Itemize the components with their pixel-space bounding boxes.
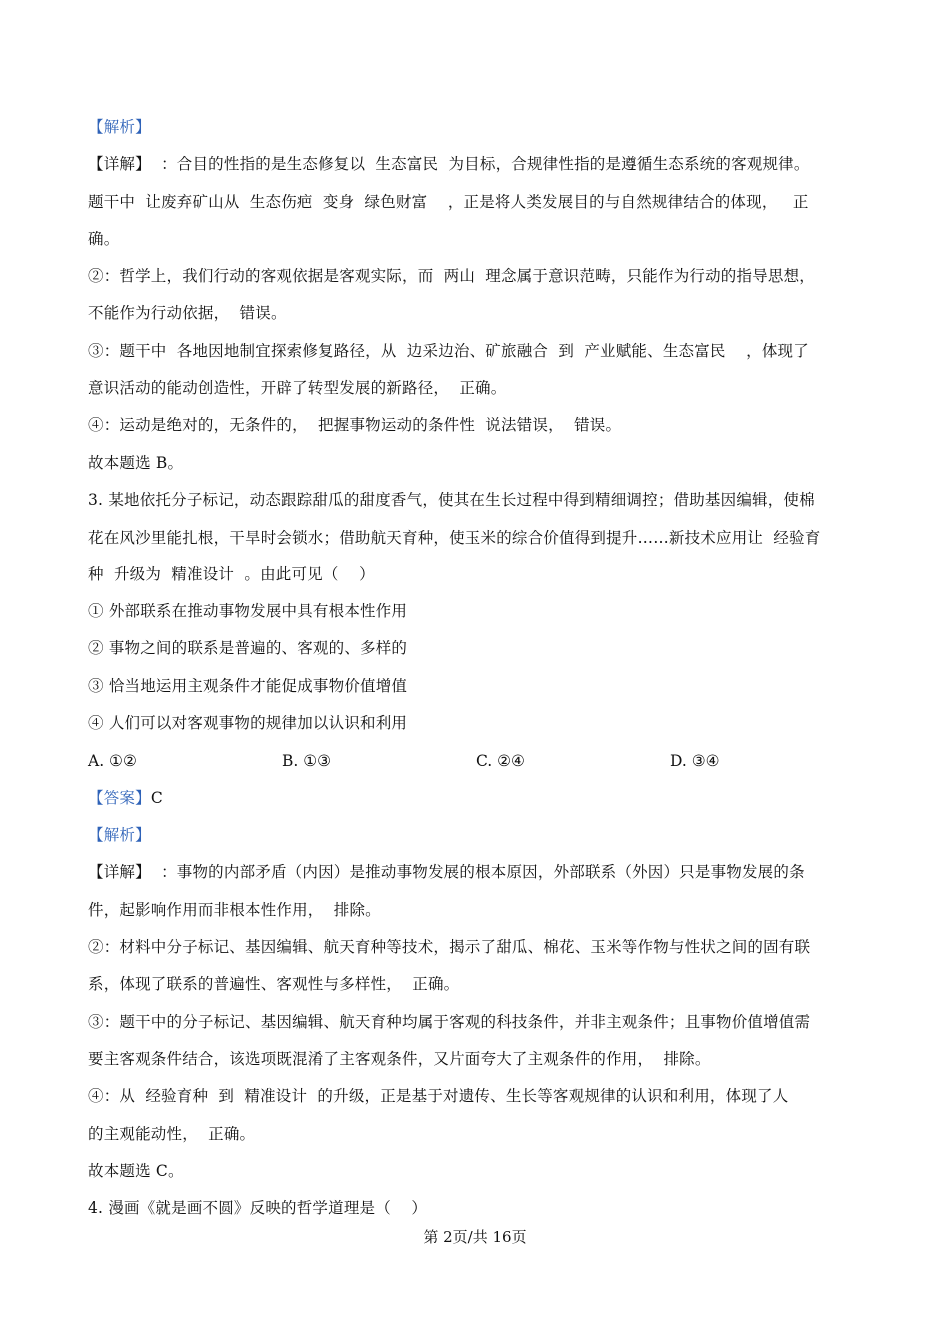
statement-item: ② 事物之间的联系是普遍的、客观的、多样的 [88,639,408,657]
answer-line [88,788,888,808]
detail-line: ③：题干中 各地因地制宜探索修复路径，从 边采边治、矿旅融合 到 产业赋能、生态富民 ，体现了 [88,342,809,360]
detail-line: 题干中 让废弃矿山从 生态伤疤 变身 绿色财富 ，正是将人类发展目的与自然规律结合的体现， 正 [88,193,809,211]
detail-line: 系，体现了联系的普遍性、客观性与多样性， 正确。 [88,975,460,993]
statement-item: ④ 人们可以对客观事物的规律加以认识和利用 [88,714,408,732]
option-d: D. ③④ [670,752,720,770]
detail-line: ②：材料中分子标记、基因编辑、航天育种等技术，揭示了甜瓜、棉花、玉米等作物与性状之间的固有联 [88,938,811,956]
question-stem: 3. 某地依托分子标记，动态跟踪甜瓜的甜度香气，使其在生长过程中得到精细调控；借助基因编辑，使棉 [88,491,815,509]
detail-line: ③：题干中的分子标记、基因编辑、航天育种均属于客观的科技条件，并非主观条件；且事物价值增值需 [88,1013,811,1031]
detail-line: 要主客观条件结合，该选项既混淆了主客观条件，又片面夸大了主观条件的作用， 排除。 [88,1050,711,1068]
conclusion-line: 故本题选 B。 [88,454,184,472]
detail-line: 【详解】 ：事物的内部矛盾（内因）是推动事物发展的根本原因，外部联系（外因）只是事物发展的条 [88,863,805,881]
detail-line: 意识活动的能动创造性，开辟了转型发展的新路径， 正确。 [88,379,507,397]
option-a: A. ①② [88,752,137,770]
detail-line: 的主观能动性， 正确。 [88,1125,256,1143]
question-stem: 种 升级为 精准设计 。由此可见（ ） [88,565,375,583]
analysis-tag: 【解析】 [88,118,151,136]
option-c: C. ②④ [476,752,525,770]
detail-line: ②：哲学上，我们行动的客观依据是客观实际，而 两山 理念属于意识范畴，只能作为行动的指导思想， [88,267,816,285]
conclusion-line: 故本题选 C。 [88,1162,184,1180]
detail-line: 件，起影响作用而非根本性作用， 排除。 [88,901,381,919]
detail-line: 确。 [88,230,120,248]
answer-tag: 【答案】 [88,789,151,807]
detail-line: 不能作为行动依据， 错误。 [88,304,287,322]
answer-value: C [150,789,163,807]
option-b: B. ①③ [282,752,332,770]
analysis-tag: 【解析】 [88,826,151,844]
detail-line: 【详解】 ：合目的性指的是生态修复以 生态富民 为目标，合规律性指的是遵循生态系统的客观规律。 [88,155,810,173]
statement-item: ① 外部联系在推动事物发展中具有根本性作用 [88,602,408,620]
question-stem: 花在风沙里能扎根，干旱时会锁水；借助航天育种，使玉米的综合价值得到提升……新技术应用让 经验育 [88,529,821,547]
detail-tag: 【详解】 [88,155,151,173]
detail-line: ④：运动是绝对的，无条件的， 把握事物运动的条件性 说法错误， 错误。 [88,416,622,434]
detail-line: ④：从 经验育种 到 精准设计 的升级，正是基于对遗传、生长等客观规律的认识和利用，体现了人 [88,1087,789,1105]
question-stem: 4. 漫画《就是画不圆》反映的哲学道理是（ ） [88,1199,428,1217]
detail-tag: 【详解】 [88,863,151,881]
page-number: 第 2页/共 16页 [423,1228,527,1246]
statement-item: ③ 恰当地运用主观条件才能促成事物价值增值 [88,677,408,695]
